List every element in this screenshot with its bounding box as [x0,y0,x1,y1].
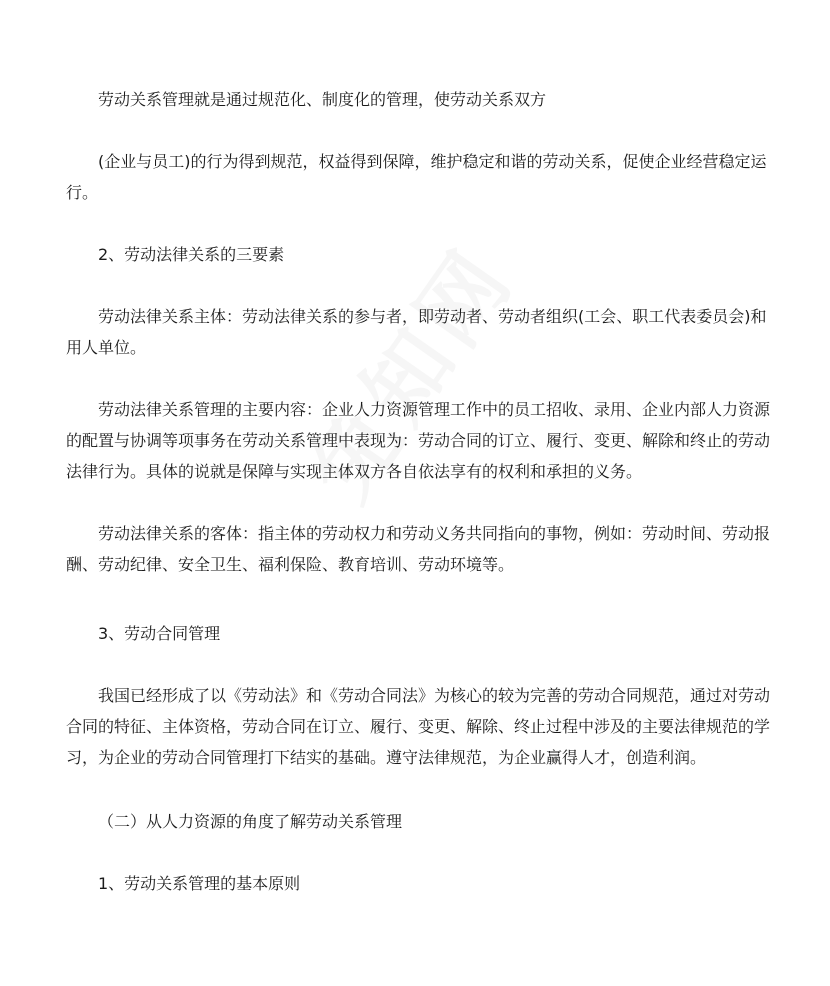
paragraph-object: 劳动法律关系的客体：指主体的劳动权力和劳动义务共同指向的事物，例如：劳动时间、劳动报酬、劳动纪律、安全卫生、福利保险、教育培训、劳动环境等。 [66,524,771,574]
section-heading-2: 2、劳动法律关系的三要素 [98,245,285,264]
paragraph-contract: 我国已经形成了以《劳动法》和《劳动合同法》为核心的较为完善的劳动合同规范，通过对劳动合同的特征、主体资格，劳动合同在订立、履行、变更、解除、终止过程中涉及的主要法律规范的学习，为企业的劳动合同管理打下结实的基础。遵守法律规范，为企业赢得人才，创造利润。 [66,686,771,767]
section-heading-3: 3、劳动合同管理 [98,624,221,643]
section-heading-principles: 1、劳动关系管理的基本原则 [98,874,301,893]
section-heading-hr: （二）从人力资源的角度了解劳动关系管理 [98,812,403,831]
paragraph-1: 劳动关系管理就是通过规范化、制度化的管理，使劳动关系双方 [98,90,547,109]
paragraph-subject: 劳动法律关系主体：劳动法律关系的参与者，即劳动者、劳动者组织(工会、职工代表委员会)和用人单位。 [66,307,767,357]
paragraph-2: (企业与员工)的行为得到规范，权益得到保障，维护稳定和谐的劳动关系，促使企业经营稳定运行。 [66,152,767,202]
paragraph-content: 劳动法律关系管理的主要内容：企业人力资源管理工作中的员工招收、录用、企业内部人力资源的配置与协调等项事务在劳动关系管理中表现为：劳动合同的订立、履行、变更、解除和终止的劳动法律行为。具体的说就是保障与实现主体双方各自依法享有的权利和承担的义务。 [66,400,771,481]
